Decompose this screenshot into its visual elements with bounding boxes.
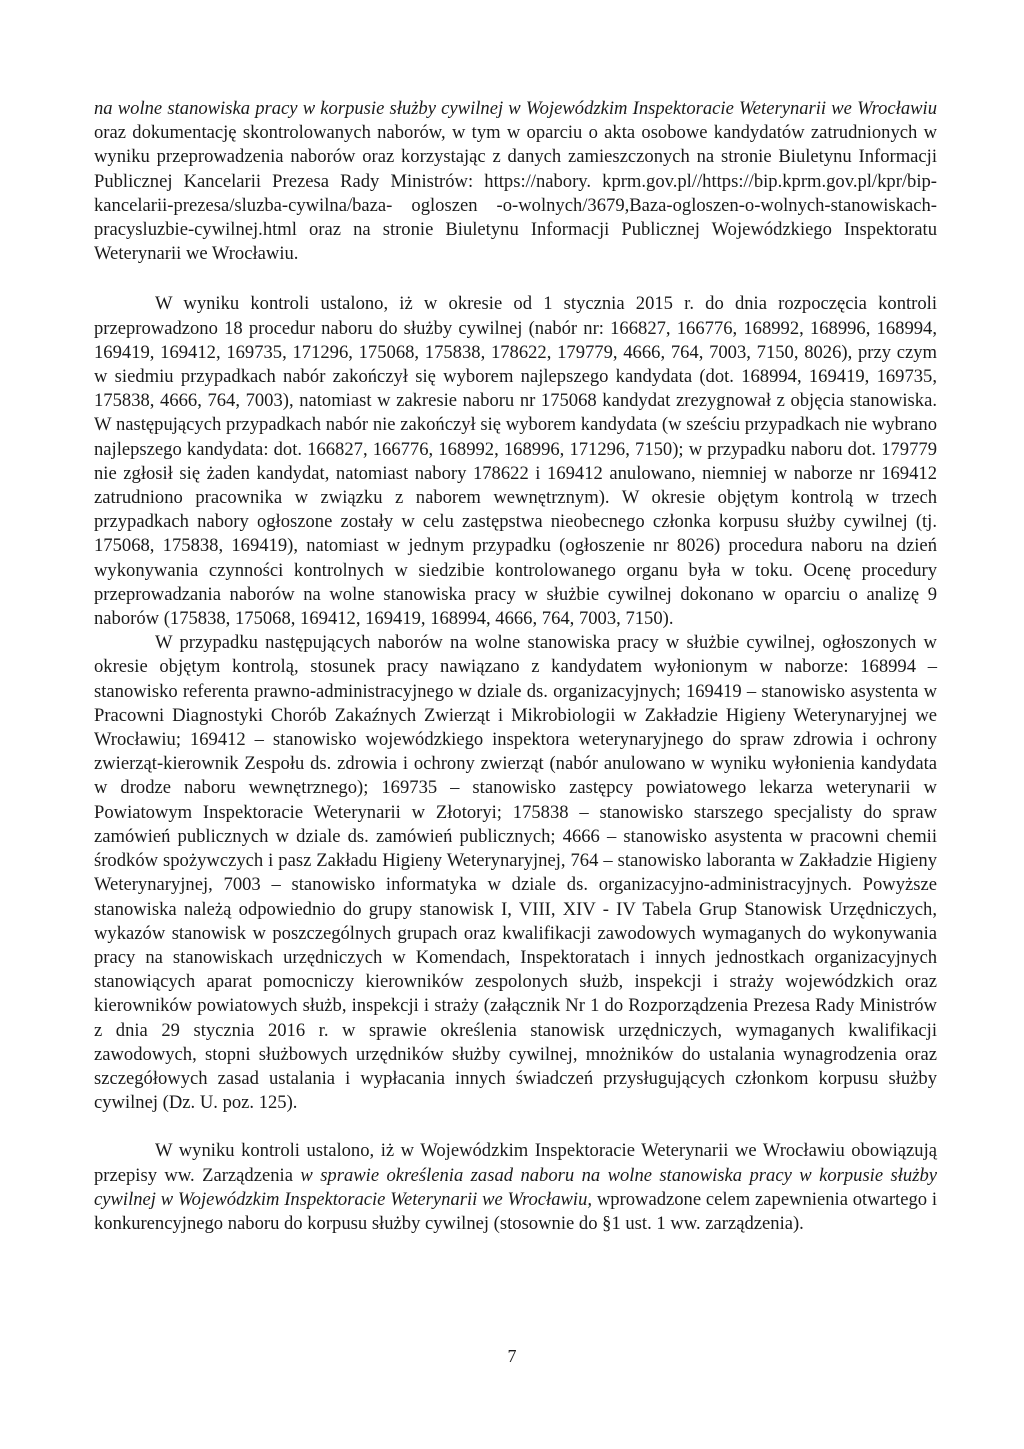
page-number: 7 [507,1346,517,1366]
italic-phrase: w sprawie określenia zasad naboru na wolne stanowiska pracy w korpusie służby cywilnej w Wojewódzkim Inspektoracie Weterynarii we Wrocławiu, [94,1164,937,1210]
paragraph-text: wprowadzone celem zapewnienia otwartego i konkurencyjnego naboru do korpusu służby cywilnej (stosownie do §1 ust. 1 ww. zarządzenia). [94,1188,937,1234]
paragraph-sources [94,97,937,266]
paragraph-positions: W przypadku następujących naborów na wolne stanowiska pracy w służbie cywilnej, ogłoszonych w okresie objętym kontrolą, stosunek pracy nawiązano z kandydatem wyłonionym w naborze: 168994 – stanowisko referenta prawno-administracyjnego w dziale ds. organizacyjnych; 169419 – stanowisko asystenta w Pracowni Diagnostyki Chorób Zakaźnych Zwierząt i Mikrobiologii w Zakładzie Higieny Weterynaryjnej we Wrocławiu; 169412 – stanowisko wojewódzkiego inspektora weterynaryjnego do spraw zdrowia i ochrony zwierząt-kierownik Zespołu ds. zdrowia i ochrony zwierząt (nabór anulowano w wyniku wyłonienia kandydata w drodze naboru wewnętrznego); 169735 – stanowisko zastępcy powiatowego lekarza weterynarii w Powiatowym Inspektoracie Weterynarii w Złotoryi; 175838 – stanowisko starszego specjalisty do spraw zamówień publicznych w dziale ds. zamówień publicznych; 4666 – stanowisko asystenta w pracowni chemii środków spożywczych i pasz Zakładu Higieny Weterynaryjnej, 764 – stanowisko laboranta w Zakładzie Higieny Weterynaryjnej, 7003 – stanowisko informatyka w dziale ds. organizacyjno-administracyjnych. Powyższe stanowiska należą odpowiednio do grupy stanowisk I, VIII, XIV - IV Tabela Grup Stanowisk Urzędniczych, wykazów stanowisk w poszczególnych grupach oraz kwalifikacji zawodowych wymaganych do wykonywania pracy na stanowiskach urzędniczych w Komendach, Inspektoratach i innych jednostkach organizacyjnych stanowiących aparat pomocniczy kierowników zespolonych służb, inspekcji i straży wojewódzkich oraz kierowników powiatowych służb, inspekcji i straży (załącznik Nr 1 do Rozporządzenia Prezesa Rady Ministrów z dnia 29 stycznia 2016 r. w sprawie określenia stanowisk urzędniczych, wymaganych kwalifikacji zawodowych, stopni służbowych urzędników służby cywilnej, mnożników do ustalania wynagrodzenia oraz szczegółowych zasad ustalania i wypłacania innych świadczeń przysługujących członkom korpusu służby cywilnej (Dz. U. poz. 125). [94,632,937,1114]
paragraph-procedures: W wyniku kontroli ustalono, iż w okresie od 1 stycznia 2015 r. do dnia rozpoczęcia kontroli przeprowadzono 18 procedur naboru do służby cywilnej (nabór nr: 166827, 166776, 168992, 168996, 168994, 169419, 169412, 169735, 171296, 175068, 175838, 178622, 179779, 4666, 764, 7003, 7150, 8026), przy czym w siedmiu przypadkach nabór zakończył się wyborem najlepszego kandydata (dot. 168994, 169419, 169735, 175838, 4666, 764, 7003), natomiast w zakresie naboru nr 175068 kandydat zrezygnował z objęcia stanowiska. W następujących przypadkach nabór nie zakończył się wyborem kandydata (w sześciu przypadkach nie wybrano najlepszego kandydata: dot. 166827, 166776, 168992, 168996, 171296, 7150); w przypadku naboru dot. 179779 nie zgłosił się żaden kandydat, natomiast nabory 178622 i 169412 anulowano, niemniej w naborze nr 169412 zatrudniono pracownika w związku z naborem wewnętrznym). W okresie objętym kontrolą w trzech przypadkach nabory ogłoszone zostały w celu zastępstwa nieobecnego członka korpusu służby cywilnej (tj. 175068, 175838, 169419), natomiast w jednym przypadku (ogłoszenie nr 8026) procedura naboru na dzień wykonywania czynności kontrolnych w siedzibie kontrolowanego organu była w toku. Ocenę procedury przeprowadzania naborów na wolne stanowiska pracy w służbie cywilnej dokonano w oparciu o analizę 9 naborów (175838, 175068, 169412, 169419, 168994, 4666, 764, 7003, 7150). [94,293,937,630]
paragraph-regulations [94,1139,937,1236]
paragraph-text: oraz na stronie Biuletynu Informacji Publicznej Wojewódzkiego Inspektoratu Weterynarii we Wrocławiu. [94,219,937,265]
bip-url-part-2: ogloszen -o-wolnych/3679,Baza-ogloszen-o-wolnych-stanowiskach-pracysluzbie-cywilnej.html [94,194,937,241]
paragraph-text: oraz dokumentację skontrolowanych naborów, w tym w oparciu o akta osobowe kandydatów zatrudnionych w wyniku przeprowadzenia naborów oraz korzystając z danych zamieszczonych na stronie Biuletynu Informacji Publicznej Kancelarii Prezesa Rady Ministrów: [94,122,937,192]
paragraph-text: W wyniku kontroli ustalono, iż w Wojewódzkim Inspektoracie Weterynarii we Wrocławiu obowiązują przepisy ww. Zarządzenia [94,1140,937,1186]
document-body [94,97,937,1236]
italic-phrase: na wolne stanowiska pracy w korpusie służby cywilnej w Wojewódzkim Inspektoracie Weterynarii we Wrocławiu [94,98,937,119]
bip-url-part-1: https://nabory. kprm.gov.pl//https://bip.kprm.gov.pl/kpr/bip-kancelarii-prezesa/sluzba-cywilna/baza- [94,170,937,216]
